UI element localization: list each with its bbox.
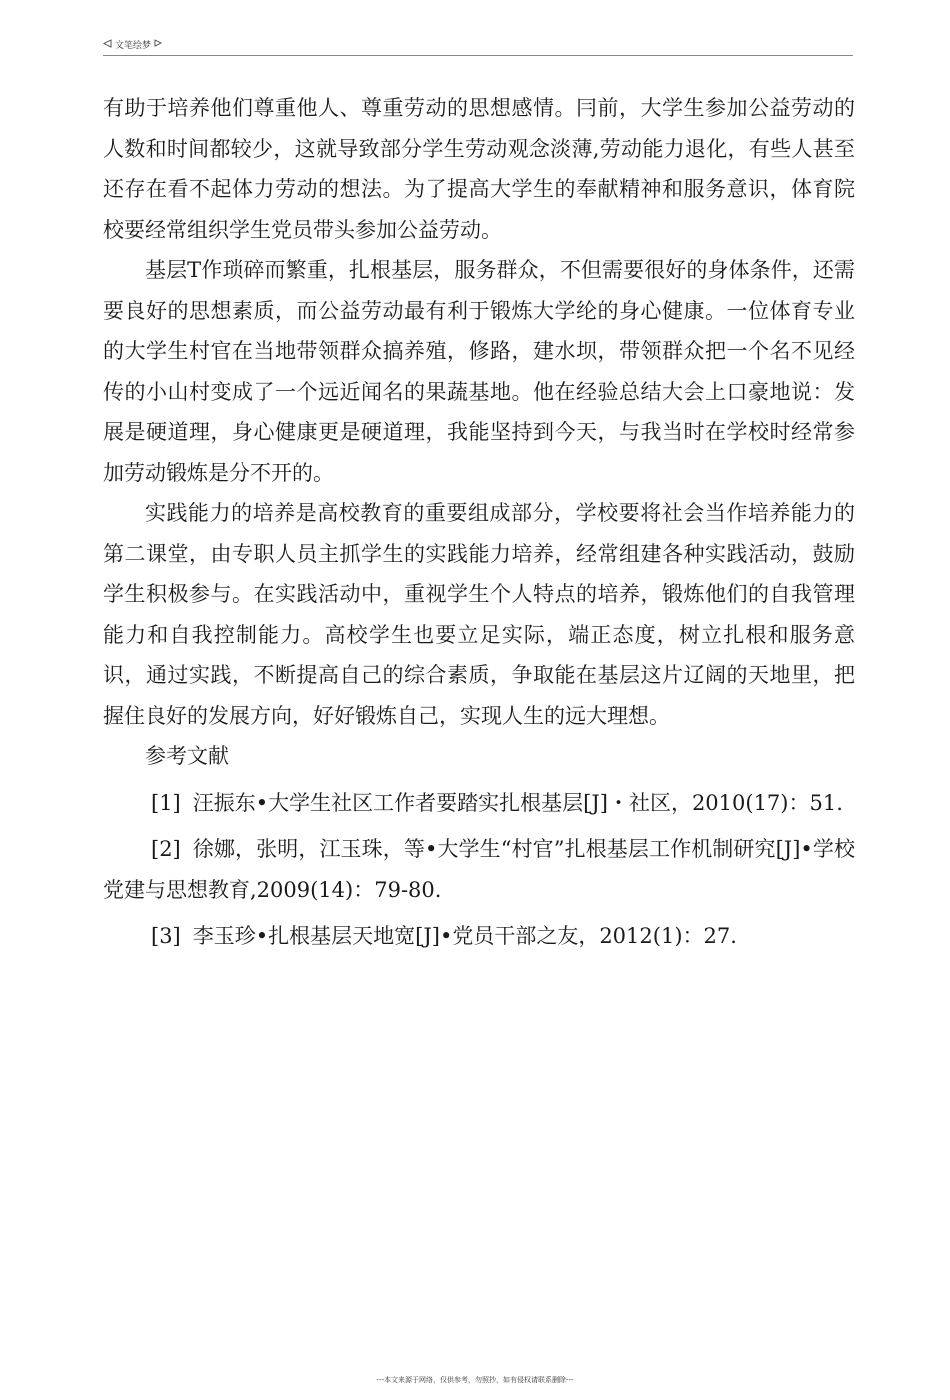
paragraph-1: 有助于培养他们尊重他人、尊重劳动的思想感情。冃前，大学生参加公益劳动的人数和时间都较少，这就导致部分学生劳动观念淡薄,劳动能力退化，有些人甚至还存在看不起体力劳动的想法。为了提高大学生的奉献精神和服务意识，体育院校要经常组织学生党员带头参加公益劳动。 (103, 96, 855, 242)
reference-text: 徐娜，张明，江玉珠，等•大学生“村官”扎根基层工作机制研究[J]•学校党建与思想教育,2009(14)：79-80. (103, 837, 855, 902)
reference-item-2 (103, 829, 855, 910)
reference-text: 李玉珍•扎根基层天地宽[J]•党员干部之友，2012(1)：27. (192, 924, 737, 948)
paragraph-3: 实践能力的培养是高校教育的重要组成部分，学校要将社会当作培养能力的第二课堂，由专职人员主抓学生的实践能力培养，经常组建各种实践活动，鼓励学生积极参与。在实践活动中，重视学生个人特点的培养，锻炼他们的自我管理能力和自我控制能力。高校学生也要立足实际，端正态度，树立扎根和服务意识，通过实践，不断提高自己的综合素质，争取能在基层这片辽阔的天地里，把握住良好的发展方向，好好锻炼自己，实现人生的远大理想。 (103, 501, 855, 728)
references-heading: 参考文献 (145, 744, 229, 768)
header-title: 文笔绘梦 (115, 41, 152, 51)
reference-number: [1] (151, 790, 181, 815)
header-rule (103, 55, 853, 56)
triangle-right-outline-icon (154, 39, 162, 50)
triangle-left-outline-icon (103, 39, 112, 51)
page-footer: ---本文来源于网络，仅供参考，勿照抄，如有侵权请联系删除--- (376, 1376, 574, 1384)
reference-number: [3] (151, 924, 181, 948)
reference-text: 汪振东•大学生社区工作者要踏实扎根基层[J]・社区，2010(17)：51. (192, 790, 843, 815)
paragraph-2: 基层T作琐碎而繁重，扎根基层，服务群众，不但需要很好的身体条件，还需要良好的思想素质，而公益劳动最有利于锻炼大学纶的身心健康。一位体育专业的大学生村官在当地带领群众搞养殖，修路，建水坝，带领群众把一个名不见经传的小山村变成了一个远近闻名的果蔬基地。他在经验总结大会上口豪地说：发展是硬道理，身心健康更是硬道理，我能坚持到今天，与我当时在学校时经常参加劳动锻炼是分不开的。 (103, 258, 855, 485)
reference-item-1 (103, 783, 855, 824)
document-body (103, 88, 855, 957)
page-header (103, 38, 853, 54)
reference-item-3 (103, 916, 855, 957)
reference-number: [2] (151, 837, 181, 861)
